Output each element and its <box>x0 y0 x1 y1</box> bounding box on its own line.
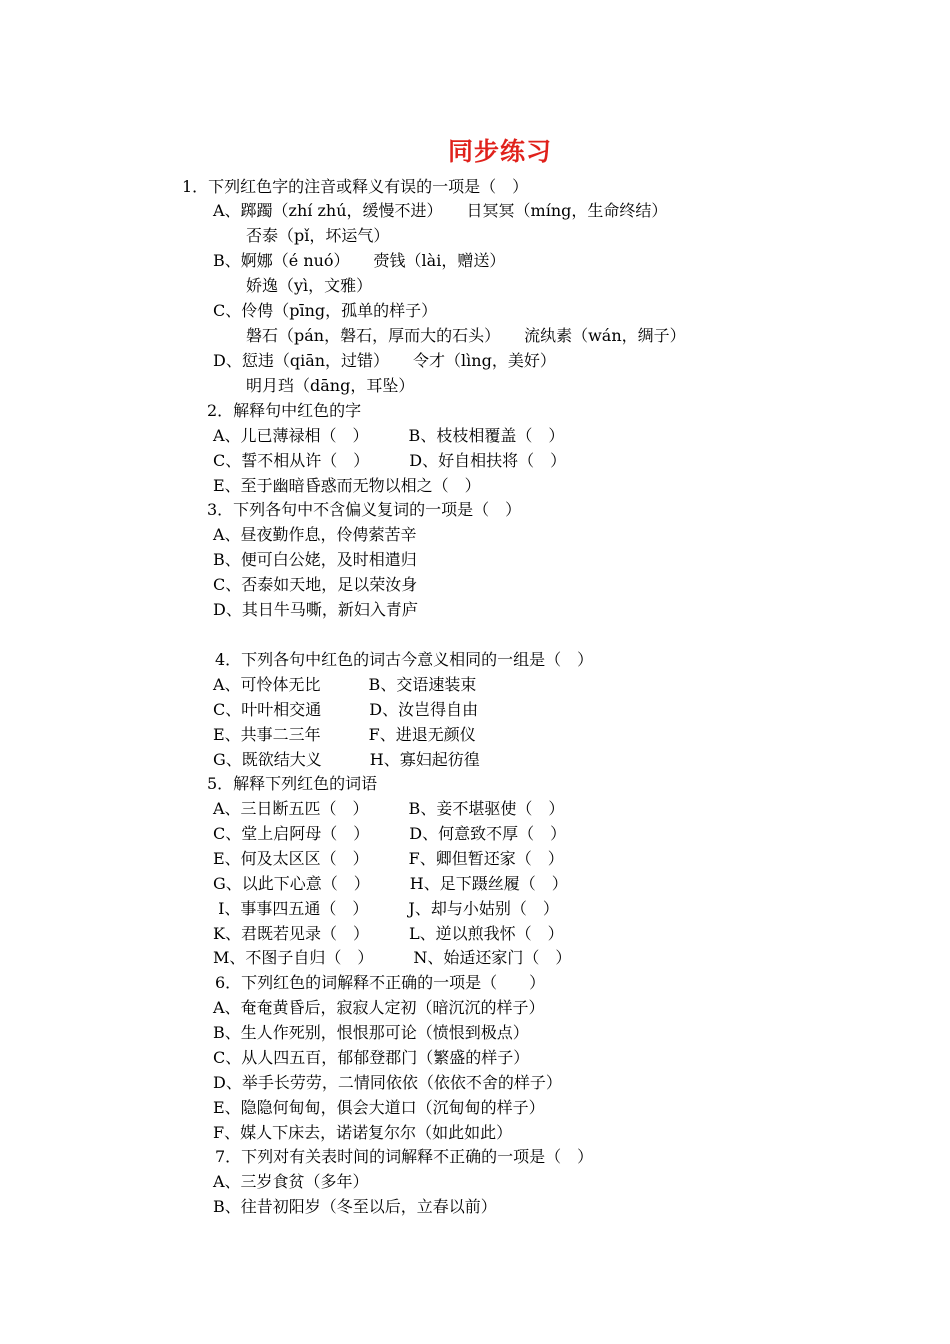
text-line: C、伶俜（pīng，孤单的样子） <box>213 301 438 320</box>
text-line: 4．下列各句中红色的词古今意义相同的一组是（ ） <box>215 650 594 669</box>
text-line: 明月珰（dāng，耳坠） <box>246 376 415 395</box>
text-line: 1．下列红色字的注音或释义有误的一项是（ ） <box>182 177 529 196</box>
text-line: A、昼夜勤作息，伶俜萦苦辛 <box>213 525 417 544</box>
text-line: C、否泰如天地，足以荣汝身 <box>213 575 418 594</box>
text-line: D、其日牛马嘶，新妇入青庐 <box>213 600 418 619</box>
text-line: A、三日断五匹（ ） B、妾不堪驱使（ ） <box>213 799 565 818</box>
text-line: G、以此下心意（ ） H、足下蹑丝履（ ） <box>213 874 568 893</box>
text-line: C、从人四五百，郁郁登郡门（繁盛的样子） <box>213 1048 530 1067</box>
text-line: F、媒人下床去，诺诺复尔尔（如此如此） <box>213 1123 513 1142</box>
text-line: A、儿已薄禄相（ ） B、枝枝相覆盖（ ） <box>213 426 565 445</box>
text-line: 5．解释下列红色的词语 <box>207 774 378 793</box>
text-line: G、既欲结大义 H、寡妇起彷徨 <box>213 750 480 769</box>
text-line: B、生人作死别，恨恨那可论（愤恨到极点） <box>213 1023 529 1042</box>
text-line: 3．下列各句中不含偏义复词的一项是（ ） <box>207 500 522 519</box>
text-line: 7．下列对有关表时间的词解释不正确的一项是（ ） <box>215 1147 594 1166</box>
text-line: 否泰（pǐ，坏运气） <box>246 226 390 245</box>
text-line: 6．下列红色的词解释不正确的一项是（ ） <box>215 973 546 992</box>
text-line: C、誓不相从许（ ） D、好自相扶将（ ） <box>213 451 567 470</box>
text-line: E、隐隐何甸甸，俱会大道口（沉甸甸的样子） <box>213 1098 545 1117</box>
text-line: 磐石（pán，磐石，厚而大的石头） 流纨素（wán，绸子） <box>246 326 686 345</box>
text-line: E、至于幽暗昏惑而无物以相之（ ） <box>213 476 481 495</box>
text-line: C、堂上启阿母（ ） D、何意致不厚（ ） <box>213 824 567 843</box>
text-line: A、可怜体无比 B、交语速装束 <box>213 675 477 694</box>
text-line: E、共事二三年 F、进退无颜仪 <box>213 725 476 744</box>
text-line: A、三岁食贫（多年） <box>213 1172 369 1191</box>
text-line: B、往昔初阳岁（冬至以后，立春以前） <box>213 1197 497 1216</box>
text-line: B、婀娜（é nuó） 赍钱（lài，赠送） <box>213 251 506 270</box>
text-line: A、奄奄黄昏后，寂寂人定初（暗沉沉的样子） <box>213 998 545 1017</box>
text-line: D、愆违（qiān，过错） 令才（lìng，美好） <box>213 351 556 370</box>
text-line: K、君既若见录（ ） L、逆以煎我怀（ ） <box>213 924 564 943</box>
text-line: A、踯躅（zhí zhú，缓慢不进） 日冥冥（míng，生命终结） <box>213 201 668 220</box>
text-line: 2．解释句中红色的字 <box>207 401 362 420</box>
page-title: 同步练习 <box>447 137 552 166</box>
text-line: 娇逸（yì，文雅） <box>246 276 373 295</box>
text-line: I、事事四五通（ ） J、却与小姑别（ ） <box>213 899 559 918</box>
text-line: E、何及太区区（ ） F、卿但暂还家（ ） <box>213 849 564 868</box>
text-line: B、便可白公姥，及时相遣归 <box>213 550 417 569</box>
text-line: M、不图子自归（ ） N、始适还家门（ ） <box>213 948 572 967</box>
text-line: C、叶叶相交通 D、汝岂得自由 <box>213 700 479 719</box>
text-line: D、举手长劳劳，二情同依依（依依不舍的样子） <box>213 1073 562 1092</box>
